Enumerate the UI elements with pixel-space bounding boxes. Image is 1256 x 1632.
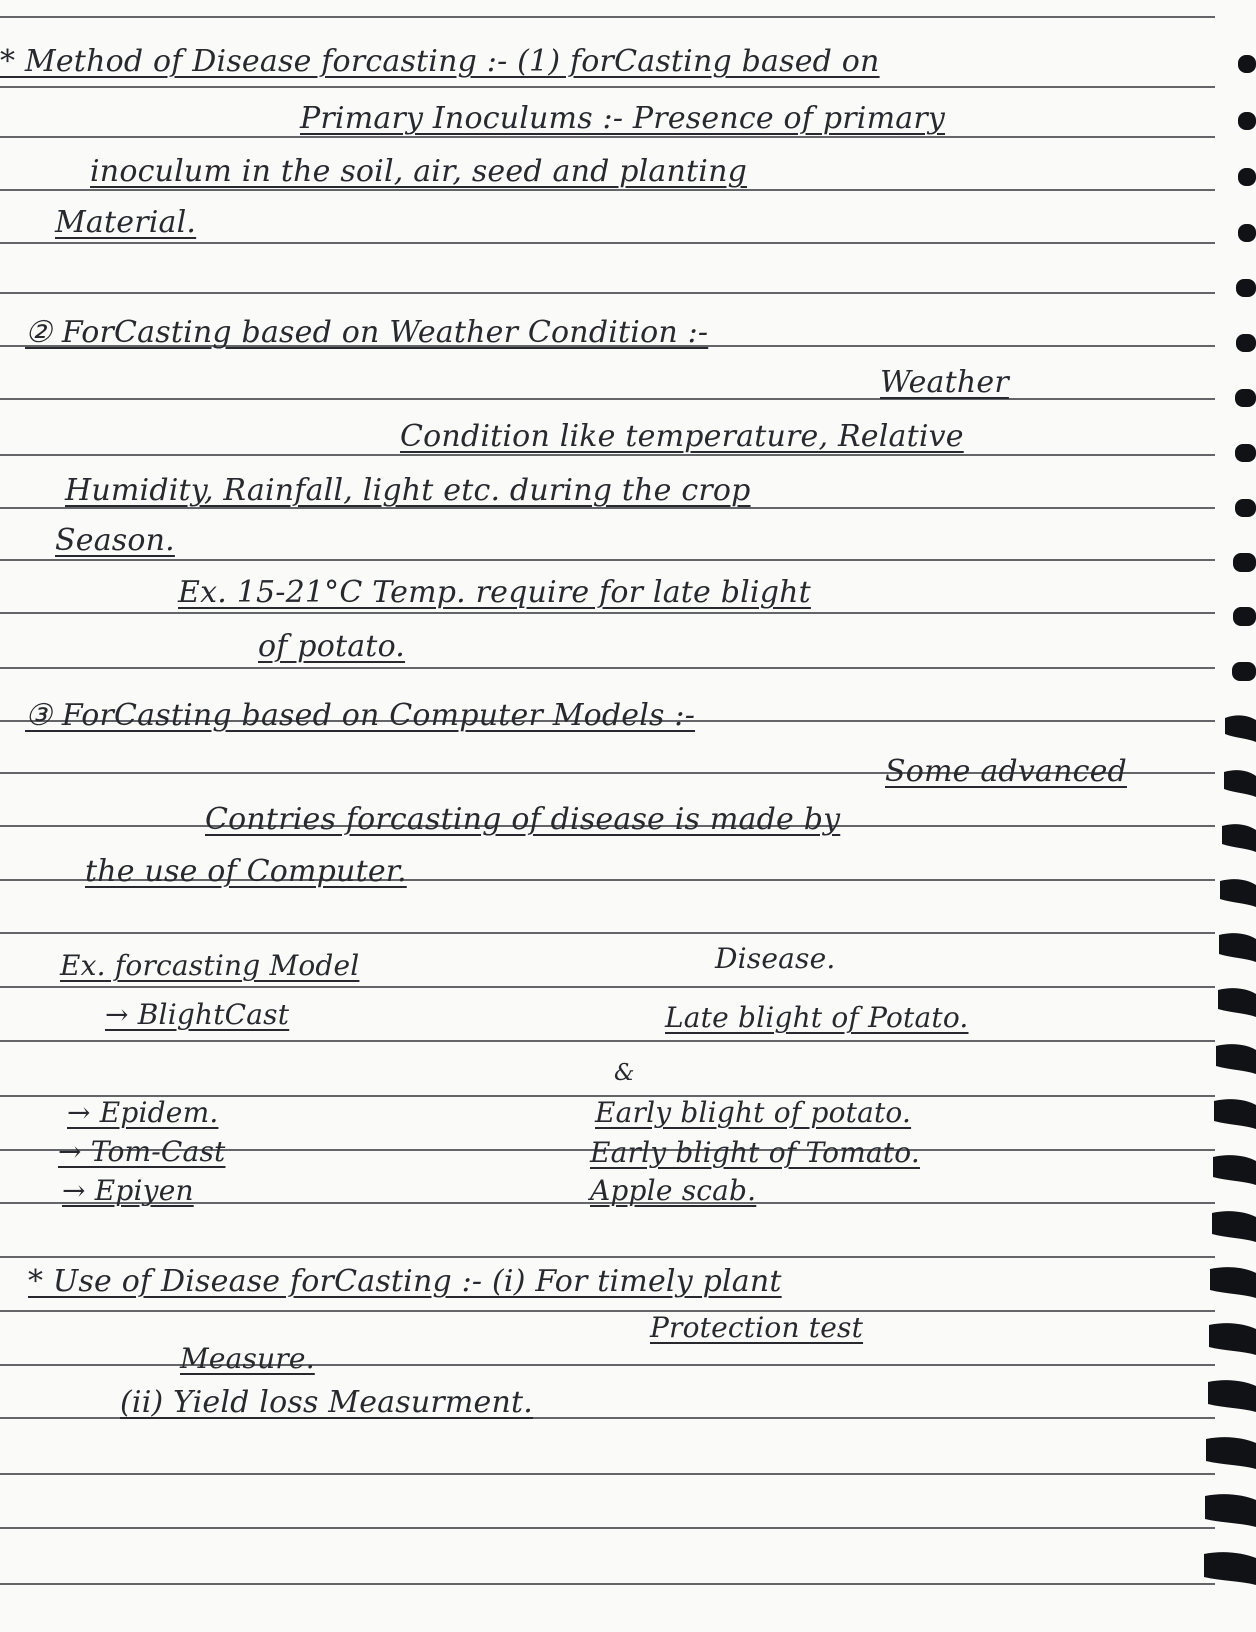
late-blight-example-end: of potato. [258,629,406,664]
weather-factors: Humidity, Rainfall, light etc. during the crop [65,473,751,508]
weather-season: Season. [55,523,175,558]
epidem-model: → Epidem. [67,1096,219,1129]
yield-loss-measurement: (ii) Yield loss Measurment. [120,1385,534,1420]
tomcast-disease: Early blight of Tomato. [590,1136,920,1169]
spiral-binding [1166,0,1256,1632]
plant-protection-text: Protection test [650,1311,864,1344]
weather-description: Condition like temperature, Relative [400,419,964,454]
computer-model-heading: ③ ForCasting based on Computer Models :- [25,698,696,733]
computer-model-description-start: Some advanced [885,754,1127,789]
method-heading-continuation: Primary Inoculums :- Presence of primary [300,101,946,136]
primary-inoculum-description: inoculum in the soil, air, seed and planting [90,154,748,189]
model-column-heading: Ex. forcasting Model [60,949,360,982]
ampersand-note: & [614,1060,635,1086]
late-blight-example: Ex. 15-21°C Temp. require for late blight [178,575,811,610]
disease-column-heading: Disease. [715,942,836,975]
use-of-forecasting-heading: * Use of Disease forCasting :- (i) For timely plant [28,1264,782,1299]
method-heading: * Method of Disease forcasting :- (1) forCasting based on [0,44,880,79]
blightcast-model: → BlightCast [105,998,290,1031]
computer-use-text: the use of Computer. [85,854,407,889]
weather-forecasting-heading: ② ForCasting based on Weather Condition :- [25,315,709,350]
epiyen-disease: Apple scab. [590,1174,757,1207]
tomcast-model: → Tom-Cast [58,1135,226,1168]
weather-description-start: Weather [880,365,1009,400]
measure-text: Measure. [180,1342,315,1375]
computer-model-description: Contries forcasting of disease is made by [205,802,841,837]
epiyen-model: → Epiyen [62,1174,194,1207]
epidem-disease: Early blight of potato. [595,1096,912,1129]
blightcast-disease: Late blight of Potato. [665,1001,969,1034]
primary-inoculum-description-end: Material. [55,205,197,240]
